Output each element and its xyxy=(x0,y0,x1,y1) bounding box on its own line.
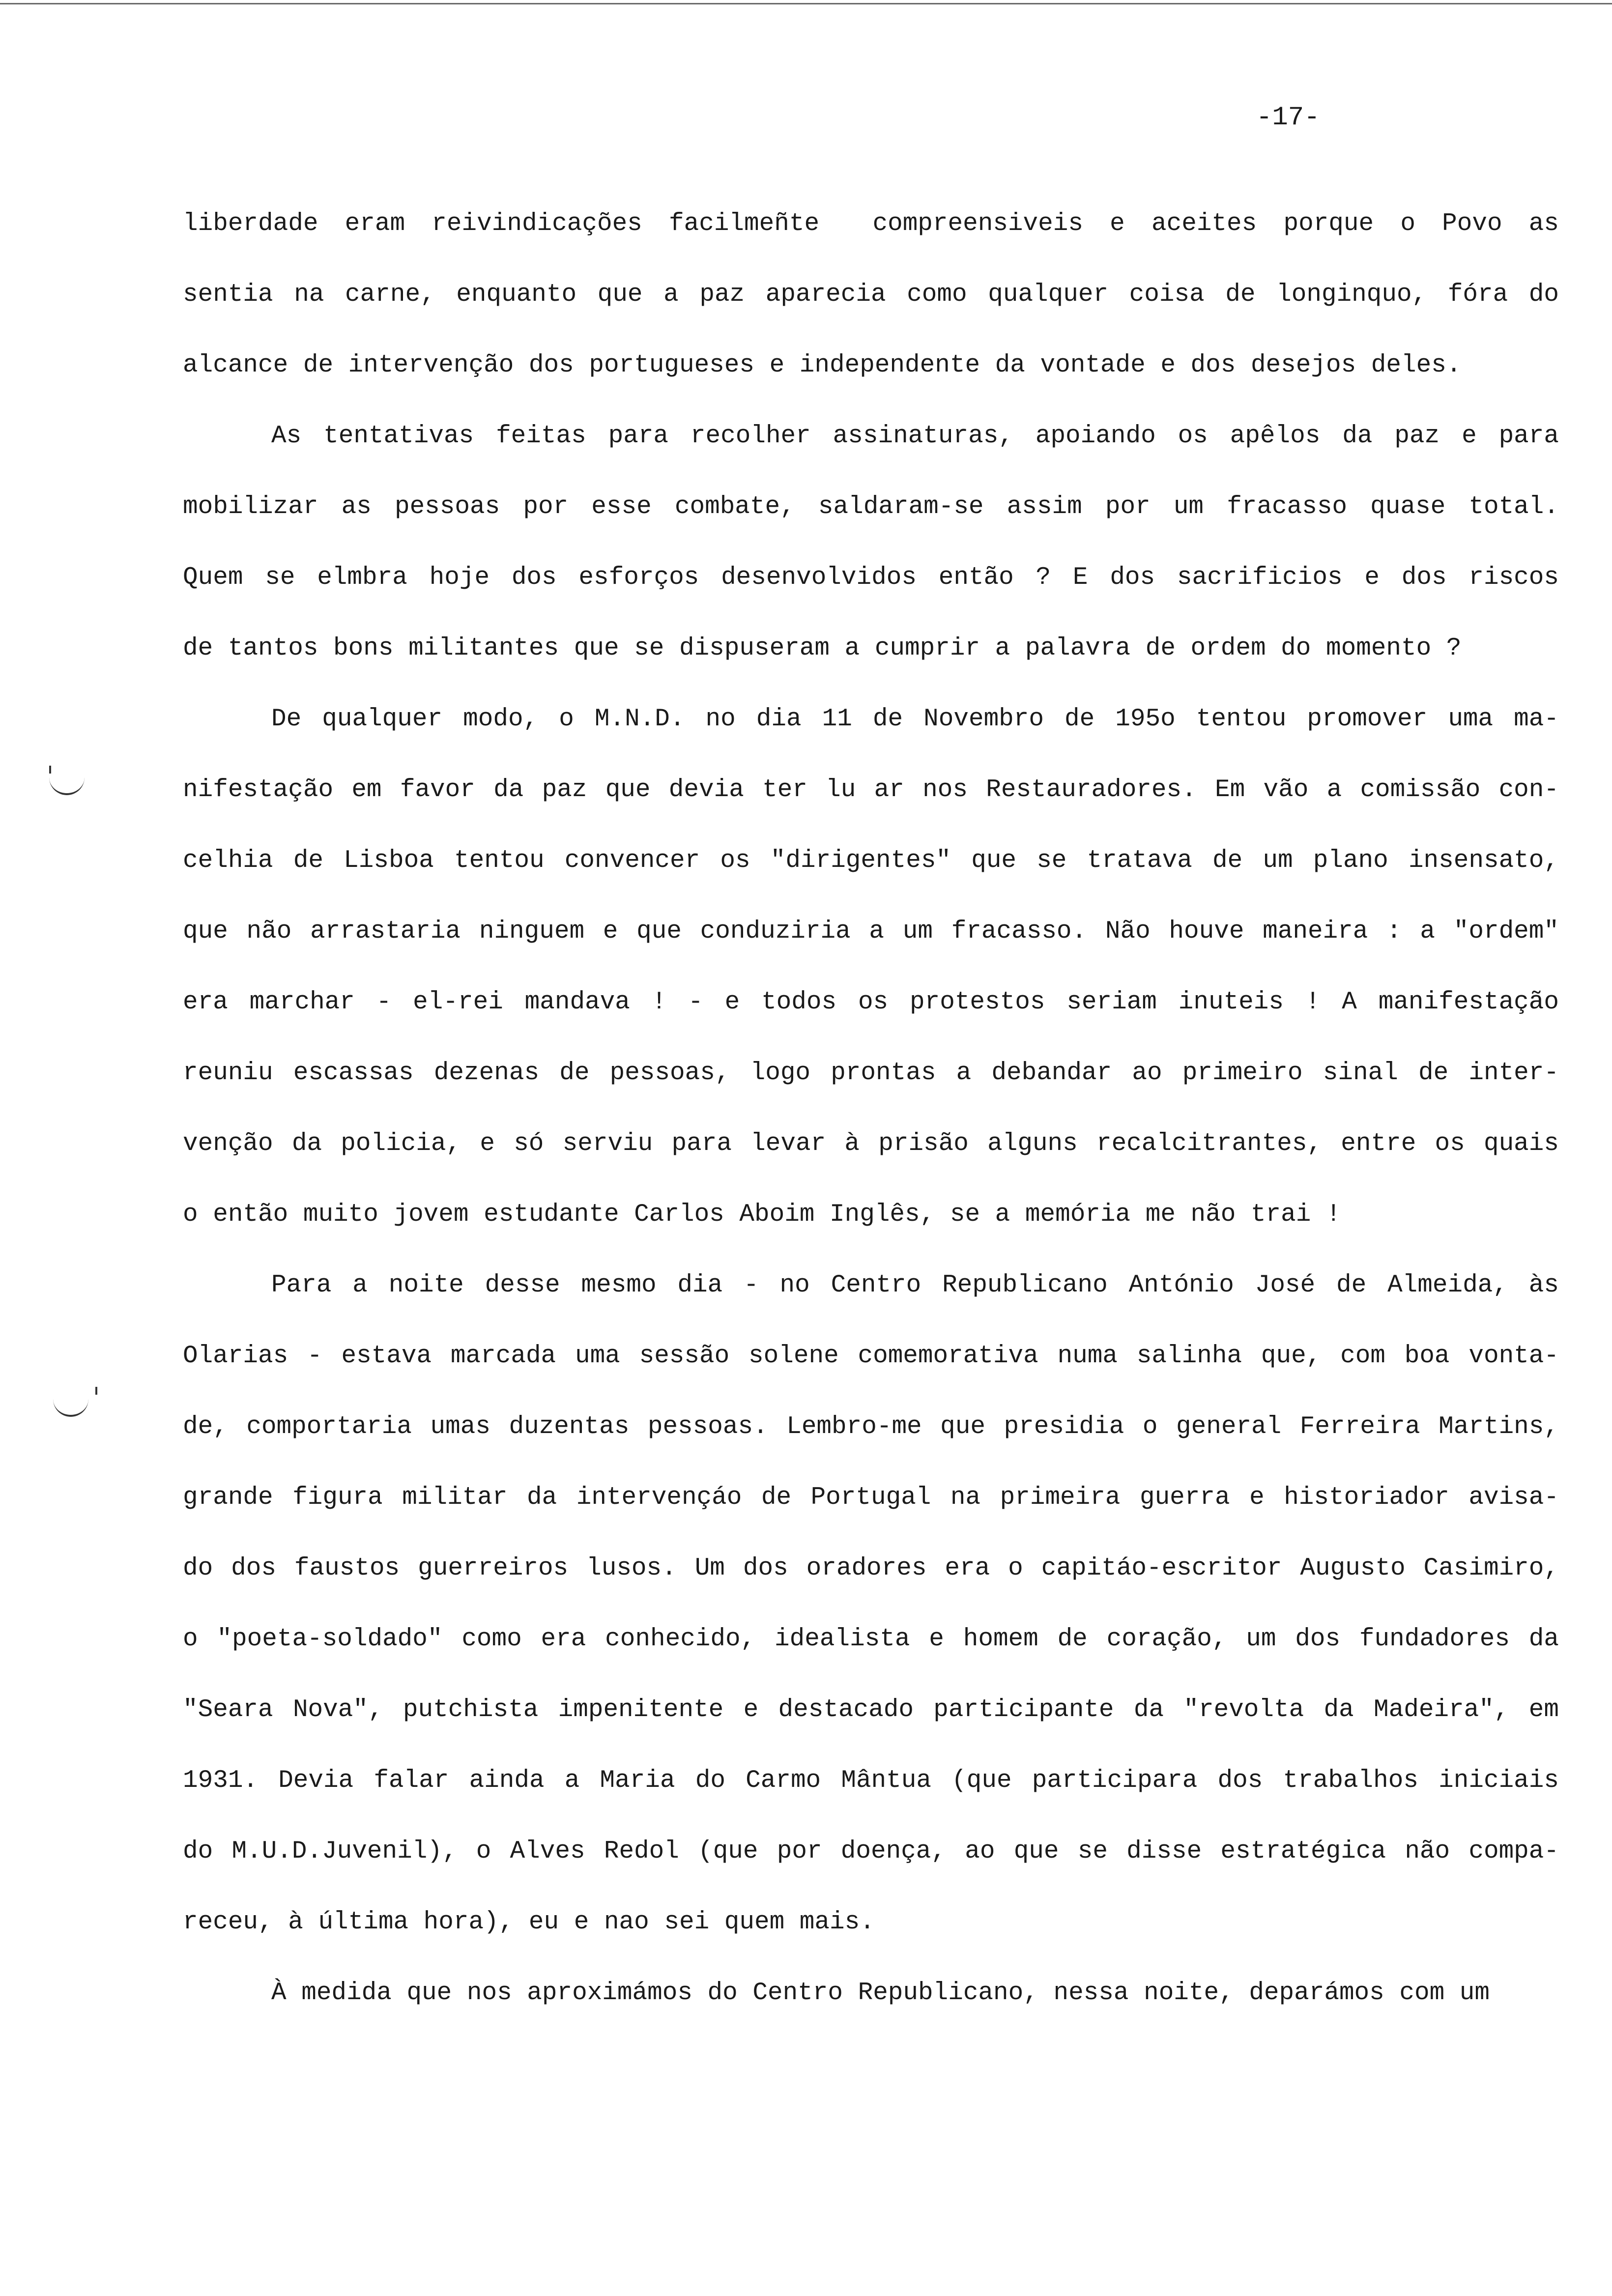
text-line: venção da policia, e só serviu para levar à prisão alguns recalcitrantes, entre os quais xyxy=(183,1130,1559,1158)
margin-pencil-mark-1 xyxy=(49,776,85,795)
text-line: o "poeta-soldado" como era conhecido, idealista e homem de coração, um dos fundadores da xyxy=(183,1625,1559,1653)
margin-pencil-tick-2 xyxy=(95,1387,97,1395)
margin-pencil-tick-1 xyxy=(49,766,51,774)
text-line: era marchar - el-rei mandava ! - e todos os protestos seriam inuteis ! A manifestação xyxy=(183,988,1559,1016)
text-line: do dos faustos guerreiros lusos. Um dos oradores era o capitáo-escritor Augusto Casimiro, xyxy=(183,1554,1559,1582)
text-line: grande figura militar da intervençáo de Portugal na primeira guerra e historiador avisa- xyxy=(183,1484,1559,1512)
text-line: celhia de Lisboa tentou convencer os "dirigentes" que se tratava de um plano insensato, xyxy=(183,847,1559,875)
text-line: que não arrastaria ninguem e que conduziria a um fracasso. Não houve maneira : a "ordem" xyxy=(183,918,1559,946)
text-line: À medida que nos aproximámos do Centro Republicano, nessa noite, deparámos com um xyxy=(271,1979,1490,2007)
text-line: do M.U.D.Juvenil), o Alves Redol (que por doença, ao que se disse estratégica não compa- xyxy=(183,1837,1559,1866)
text-line: liberdade eram reivindicações facilmeñte compreensiveis e aceites porque o Povo as xyxy=(183,210,1559,238)
text-line: Quem se elmbra hoje dos esforços desenvolvidos então ? E dos sacrificios e dos riscos xyxy=(183,564,1559,592)
text-line: As tentativas feitas para recolher assinaturas, apoiando os apêlos da paz e para xyxy=(271,422,1559,450)
margin-pencil-mark-2 xyxy=(53,1398,88,1417)
text-line: o então muito jovem estudante Carlos Aboim Inglês, se a memória me não trai ! xyxy=(183,1201,1341,1229)
text-line: mobilizar as pessoas por esse combate, saldaram-se assim por um fracasso quase total. xyxy=(183,493,1559,521)
text-line: alcance de intervenção dos portugueses e independente da vontade e dos desejos deles. xyxy=(183,351,1462,379)
top-border-rule xyxy=(0,3,1612,4)
document-body xyxy=(183,189,1559,2029)
text-line: de, comportaria umas duzentas pessoas. Lembro-me que presidia o general Ferreira Martins, xyxy=(183,1413,1559,1441)
text-line: sentia na carne, enquanto que a paz aparecia como qualquer coisa de longinquo, fóra do xyxy=(183,281,1559,309)
text-line: de tantos bons militantes que se dispuseram a cumprir a palavra de ordem do momento ? xyxy=(183,634,1462,662)
text-line: "Seara Nova", putchista impenitente e destacado participante da "revolta da Madeira", em xyxy=(183,1696,1559,1724)
text-line: 1931. Devia falar ainda a Maria do Carmo Mântua (que participara dos trabalhos iniciais xyxy=(183,1767,1559,1795)
text-line: Para a noite desse mesmo dia - no Centro Republicano António José de Almeida, às xyxy=(271,1271,1559,1299)
text-line: Olarias - estava marcada uma sessão solene comemorativa numa salinha que, com boa vonta- xyxy=(183,1342,1559,1370)
text-line: nifestação em favor da paz que devia ter lu ar nos Restauradores. Em vão a comissão con- xyxy=(183,776,1559,804)
page-number: -17- xyxy=(1256,103,1320,133)
text-line: receu, à última hora), eu e nao sei quem mais. xyxy=(183,1908,875,1936)
text-line: reuniu escassas dezenas de pessoas, logo prontas a debandar ao primeiro sinal de inter- xyxy=(183,1059,1559,1087)
text-line: De qualquer modo, o M.N.D. no dia 11 de Novembro de 195o tentou promover uma ma- xyxy=(271,705,1559,733)
